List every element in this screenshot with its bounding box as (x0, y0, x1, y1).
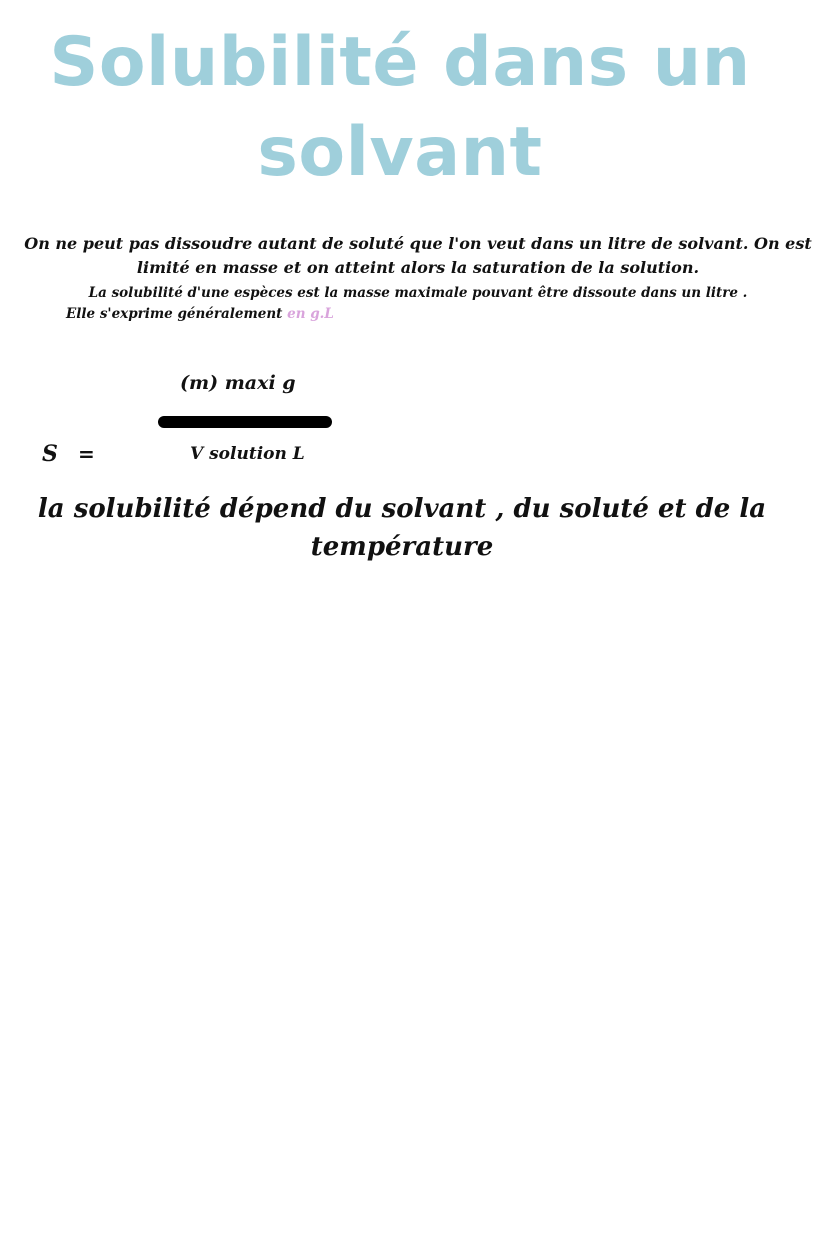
page-title-line-2: solvant (257, 113, 543, 192)
formula-symbol: S (42, 441, 58, 467)
fraction-bar (158, 416, 332, 428)
intro-line-2: limité en masse et on atteint alors la saturation de la solution. (136, 258, 700, 277)
conclusion-line-2: température (310, 532, 494, 562)
intro-line-1: On ne peut pas dissoudre autant de soluté que l'on veut dans un litre de solvant. On est (24, 234, 812, 253)
formula-denominator: V solution L (190, 444, 305, 464)
unit-highlight: en g.L (287, 306, 334, 322)
unit-line (66, 304, 334, 324)
definition-line: La solubilité d'une espèces est la masse maximale pouvant être dissoute dans un litre . (88, 285, 748, 301)
formula-equals: = (78, 442, 95, 466)
page-title (0, 18, 800, 198)
page-title-line-1: Solubilité dans un (49, 23, 751, 102)
unit-line-text: Elle s'exprime généralement (66, 306, 288, 322)
conclusion-line-1: la solubilité dépend du solvant , du soluté et de la (37, 494, 767, 524)
formula-numerator: (m) maxi g (180, 372, 296, 394)
